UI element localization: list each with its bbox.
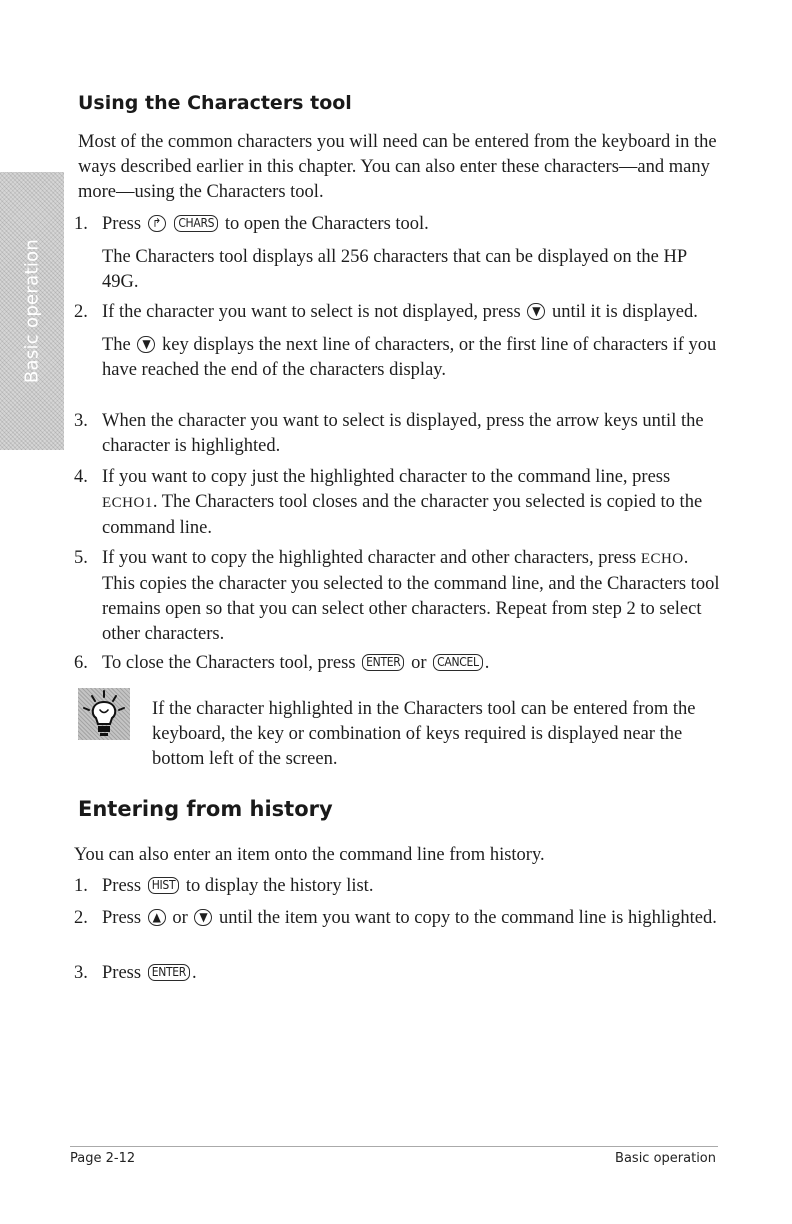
characters-intro-paragraph: Most of the common characters you will need can be entered from the keyboard in the ways described earlier in this chapter. You can also enter these characters—and many more—using the Characters tool. bbox=[78, 132, 717, 202]
step-3: 3. When the character you want to select is displayed, press the arrow keys until the character is highlighted. bbox=[74, 411, 704, 456]
step-number: 1. bbox=[74, 876, 88, 896]
chars-key-icon: CHARS bbox=[174, 215, 218, 232]
step-6: 6. To close the Characters tool, press ENTER or CANCEL . bbox=[74, 651, 724, 676]
step-number: 3. bbox=[74, 963, 88, 983]
step-number: 3. bbox=[74, 411, 88, 431]
step-1: 1. Press ↱ CHARS to open the Characters tool. The Characters tool displays all 256 characters that can be displayed on the HP 49G. bbox=[74, 212, 724, 295]
step-number: 1. bbox=[74, 214, 88, 234]
menu-label-echo1: ECHO1 bbox=[102, 495, 153, 511]
enter-key-icon: ENTER bbox=[148, 964, 190, 981]
section-heading-characters-tool: Using the Characters tool bbox=[78, 92, 352, 114]
chapter-side-tab-label: Basic operation bbox=[21, 238, 43, 384]
step-2-note: The ▼ key displays the next line of characters, or the first line of characters if you have reached the end of the characters display. bbox=[102, 335, 717, 380]
footer-rule bbox=[70, 1146, 718, 1147]
cancel-key-icon: CANCEL bbox=[433, 654, 483, 671]
enter-key-icon: ENTER bbox=[362, 654, 404, 671]
step-1-note: The Characters tool displays all 256 characters that can be displayed on the HP 49G. bbox=[102, 247, 687, 292]
down-arrow-key-icon: ▼ bbox=[137, 336, 155, 353]
left-shift-key-icon: ↱ bbox=[148, 215, 166, 232]
section-heading-entering-from-history: Entering from history bbox=[78, 797, 333, 821]
history-step-3: 3. Press ENTER . bbox=[74, 961, 724, 986]
step-number: 5. bbox=[74, 548, 88, 568]
page-number: Page 2-12 bbox=[70, 1151, 136, 1166]
history-step-1: 1. Press HIST to display the history list. bbox=[74, 874, 724, 899]
footer-chapter-title: Basic operation bbox=[615, 1151, 716, 1166]
hist-key-icon: HIST bbox=[148, 877, 180, 894]
step-number: 6. bbox=[74, 653, 88, 673]
step-number: 2. bbox=[74, 908, 88, 928]
up-arrow-key-icon: ▲ bbox=[148, 909, 166, 926]
down-arrow-key-icon: ▼ bbox=[527, 303, 545, 320]
history-step-2: 2. Press ▲ or ▼ until the item you want to copy to the command line is highlighted. bbox=[74, 906, 724, 931]
history-intro-paragraph: You can also enter an item onto the command line from history. bbox=[74, 845, 545, 865]
menu-label-echo: ECHO bbox=[640, 551, 684, 567]
tip-note: If the character highlighted in the Characters tool can be entered from the keyboard, the key or combination of keys required is displayed near the bottom left of the screen. bbox=[152, 699, 696, 769]
step-number: 2. bbox=[74, 302, 88, 322]
step-5: 5. If you want to copy the highlighted character and other characters, press ECHO. This copies the character you selected to the command line, and the Characters tool remains open so that you can select other characters. Repeat from step 2 to select other characters. bbox=[74, 548, 720, 644]
step-4: 4. If you want to copy just the highlighted character to the command line, press ECHO1. The Characters tool closes and the character you selected is copied to the command line. bbox=[74, 467, 703, 538]
down-arrow-key-icon: ▼ bbox=[194, 909, 212, 926]
step-number: 4. bbox=[74, 467, 88, 487]
step-2: 2. If the character you want to select is not displayed, press ▼ until it is displayed. The ▼ key displays the next line of characters, or the first line of characters if you have reached the end of the characters display. bbox=[74, 300, 724, 383]
lightbulb-icon bbox=[78, 688, 130, 740]
